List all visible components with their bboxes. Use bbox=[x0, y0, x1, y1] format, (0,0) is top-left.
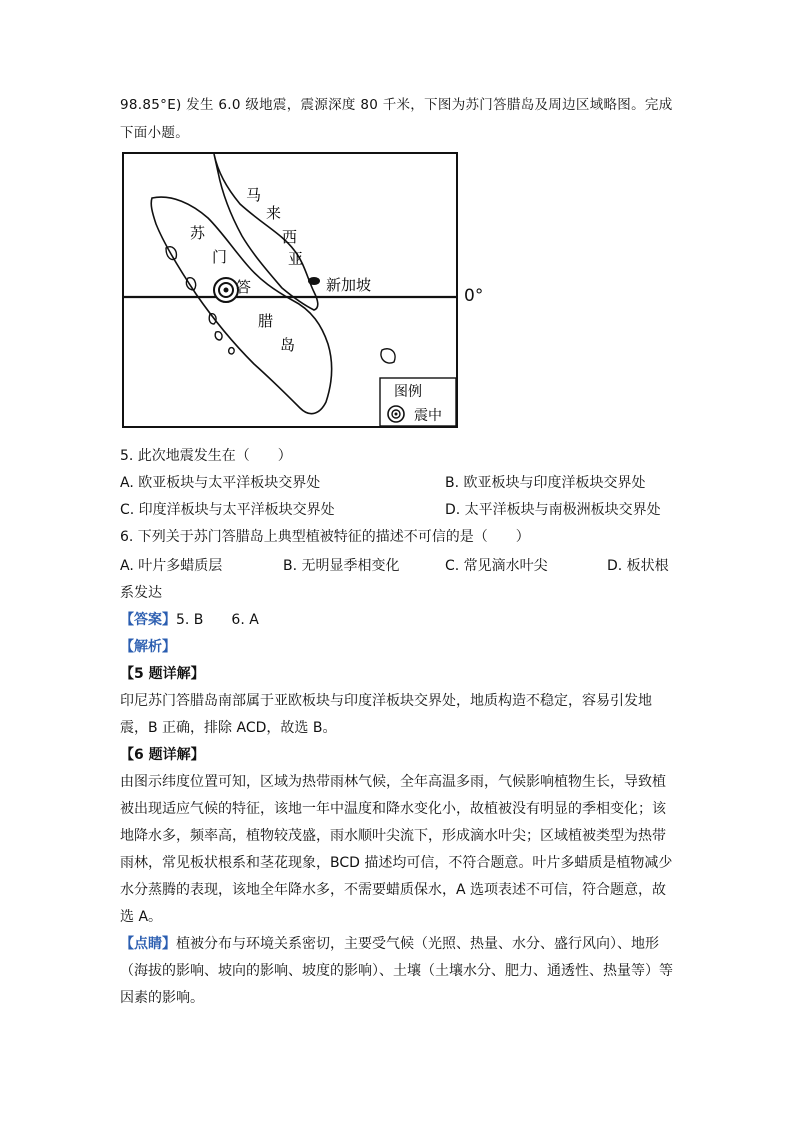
tip-label: 【点睛】 bbox=[120, 936, 176, 952]
label-sumatra-4: 腊 bbox=[258, 312, 274, 330]
detail6-heading bbox=[120, 745, 205, 765]
label-singapore: 新加坡 bbox=[326, 276, 372, 294]
q6-option-b: B. 无明显季相变化 bbox=[283, 558, 400, 574]
detail6-line-1: 由图示纬度位置可知，区域为热带雨林气候，全年高温多雨，气候影响植物生长，导致植 bbox=[120, 774, 666, 790]
detail6-line-3: 地降水多，频率高，植物较茂盛，雨水顺叶尖流下，形成滴水叶尖；区域植被类型为热带 bbox=[120, 828, 666, 844]
label-sumatra-1: 苏 bbox=[190, 224, 206, 242]
q5-option-c: C. 印度洋板块与太平洋板块交界处 bbox=[120, 502, 335, 518]
q6-option-d-continued: 系发达 bbox=[120, 585, 162, 601]
intro-line-1: 98.85°E) 发生 6.0 级地震，震源深度 80 千米，下图为苏门答腊岛及周边区域略图。完成 bbox=[120, 97, 673, 113]
detail6-line-4: 雨林，常见板状根系和茎花现象，BCD 描述均可信，不符合题意。叶片多蜡质是植物减少 bbox=[120, 855, 673, 871]
label-sumatra-5: 岛 bbox=[280, 336, 296, 354]
detail6-label: 【6 题详解】 bbox=[120, 747, 205, 763]
analysis-heading bbox=[120, 637, 176, 657]
label-malaysia-3: 西 bbox=[282, 228, 298, 246]
detail6-line-6: 选 A。 bbox=[120, 909, 163, 925]
map-legend bbox=[380, 378, 456, 426]
tip-line-1 bbox=[120, 934, 659, 954]
label-malaysia-1: 马 bbox=[246, 186, 262, 204]
sumatra-region-map bbox=[122, 152, 458, 428]
label-malaysia-4: 亚 bbox=[288, 250, 304, 268]
label-sumatra-3: 答 bbox=[236, 278, 252, 296]
tip-text-1: 植被分布与环境关系密切，主要受气候（光照、热量、水分、盛行风向）、地形 bbox=[176, 936, 659, 952]
legend-epicenter-label: 震中 bbox=[414, 408, 442, 424]
q5-stem: 5. 此次地震发生在（ ） bbox=[120, 448, 292, 464]
equator-label: 0° bbox=[464, 286, 484, 306]
q6-option-a: A. 叶片多蜡质层 bbox=[120, 558, 223, 574]
answer-line bbox=[120, 610, 259, 630]
analysis-label: 【解析】 bbox=[120, 639, 176, 655]
q5-option-b: B. 欧亚板块与印度洋板块交界处 bbox=[445, 475, 646, 491]
label-sumatra-2: 门 bbox=[212, 248, 228, 266]
q5-option-d: D. 太平洋板块与南极洲板块交界处 bbox=[445, 502, 661, 518]
answer-text: 5. B 6. A bbox=[176, 612, 259, 628]
detail5-heading bbox=[120, 664, 205, 684]
tip-line-3: 因素的影响。 bbox=[120, 990, 204, 1006]
singapore-island bbox=[308, 277, 320, 285]
answer-label: 【答案】 bbox=[120, 612, 176, 628]
label-malaysia-2: 来 bbox=[266, 204, 282, 222]
legend-title: 图例 bbox=[394, 384, 422, 400]
detail6-line-5: 水分蒸腾的表现，该地全年降水多，不需要蜡质保水，A 选项表述不可信，符合题意，故 bbox=[120, 882, 667, 898]
epicenter-symbol bbox=[214, 278, 238, 302]
tip-line-2: （海拔的影响、坡向的影响、坡度的影响）、土壤（土壤水分、肥力、通透性、热量等）等 bbox=[120, 963, 673, 979]
q6-option-d: D. 板状根 bbox=[607, 558, 669, 574]
detail5-line-2: 震，B 正确，排除 ACD，故选 B。 bbox=[120, 720, 337, 736]
detail6-line-2: 被出现适应气候的特征，该地一年中温度和降水变化小，故植被没有明显的季相变化；该 bbox=[120, 801, 666, 817]
detail5-line-1: 印尼苏门答腊岛南部属于亚欧板块与印度洋板块交界处，地质构造不稳定，容易引发地 bbox=[120, 693, 652, 709]
q6-option-c: C. 常见滴水叶尖 bbox=[445, 558, 548, 574]
detail5-label: 【5 题详解】 bbox=[120, 666, 205, 682]
intro-line-2: 下面小题。 bbox=[120, 125, 189, 141]
q5-option-a: A. 欧亚板块与太平洋板块交界处 bbox=[120, 475, 321, 491]
q6-stem: 6. 下列关于苏门答腊岛上典型植被特征的描述不可信的是（ ） bbox=[120, 529, 530, 545]
